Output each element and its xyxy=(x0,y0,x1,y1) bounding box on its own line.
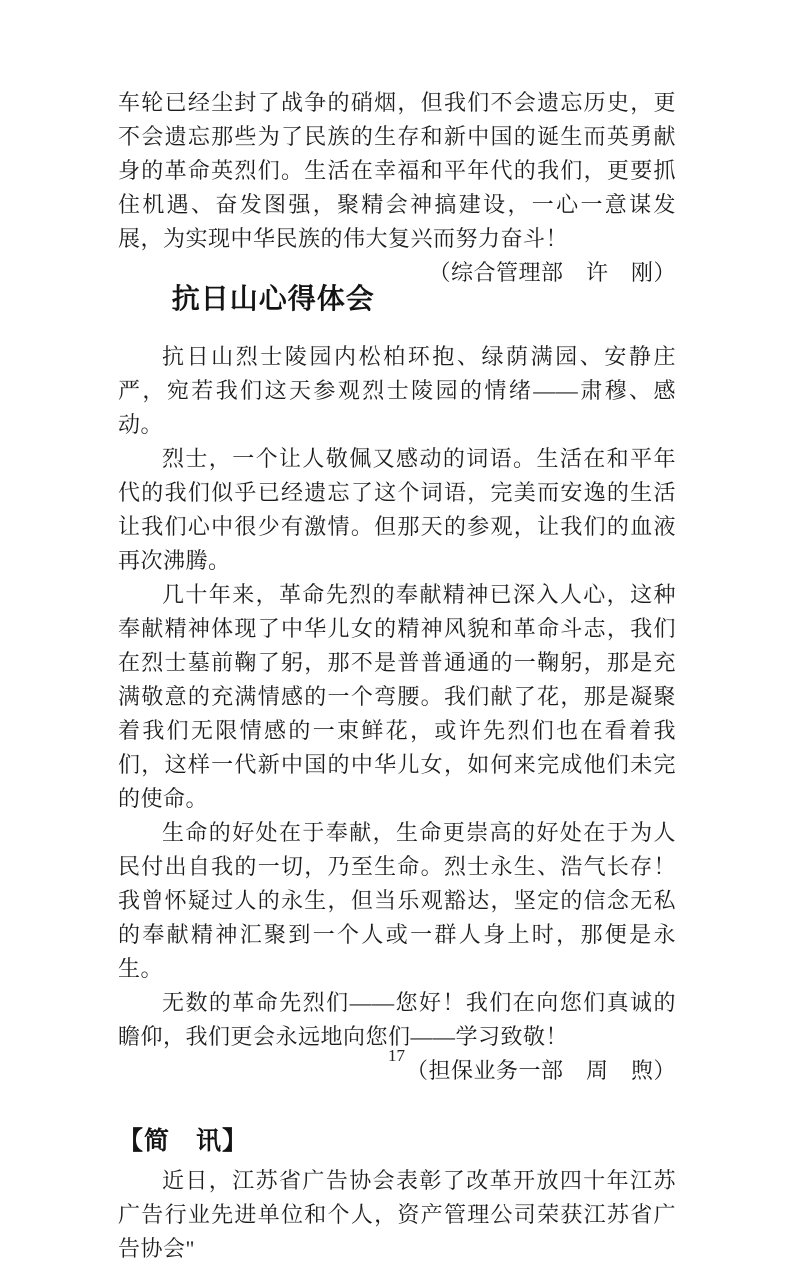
article-paragraph: 抗日山烈士陵园内松柏环抱、绿荫满园、安静庄严，宛若我们这天参观烈士陵园的情绪——肃穆、感动。 xyxy=(118,344,676,437)
continuation-text: 车轮已经尘封了战争的硝烟，但我们不会遗忘历史，更不会遗忘那些为了民族的生存和新中国的诞生而英勇献身的革命英烈们。生活在幸福和平年代的我们，更要抓住机遇、奋发图强，聚精会神搞建设，一心一意谋发展，为实现中华民族的伟大复兴而努力奋斗！ xyxy=(118,90,676,251)
article-paragraph: 生命的好处在于奉献，生命更崇高的好处在于为人民付出自我的一切，乃至生命。烈士永生、浩气长存！我曾怀疑过人的永生，但当乐观豁达，坚定的信念无私的奉献精神汇聚到一个人或一群人身上时，那便是永生。 xyxy=(118,820,676,981)
article-paragraph: 烈士，一个让人敬佩又感动的词语。生活在和平年代的我们似乎已经遗忘了这个词语，完美而安逸的生活让我们心中很少有激情。但那天的参观，让我们的血液再次沸腾。 xyxy=(118,446,676,573)
article-paragraph: 无数的革命先烈们——您好！我们在向您们真诚的瞻仰，我们更会永远地向您们——学习致敬！ xyxy=(118,990,676,1049)
page-number: 17 xyxy=(388,1046,405,1065)
article-author-byline: （担保业务一部 周 煦） xyxy=(405,1058,676,1083)
briefs-paragraph: 近日，江苏省广告协会表彰了改革开放四十年江苏广告行业先进单位和个人，资产管理公司荣获江苏省广告协会" xyxy=(118,1168,676,1261)
article-paragraph: 几十年来，革命先烈的奉献精神已深入人心，这种奉献精神体现了中华儿女的精神风貌和革命斗志，我们在烈士墓前鞠了躬，那不是普普通通的一鞠躬，那是充满敬意的充满情感的一个弯腰。我们献了花，那是凝聚着我们无限情感的一束鲜花，或许先烈们也在看着我们，这样一代新中国的中华儿女，如何来完成他们未完的使命。 xyxy=(118,582,676,811)
continuation-paragraph xyxy=(118,86,676,285)
article-title: 抗日山心得体会 xyxy=(171,283,375,314)
continuation-author-byline: （综合管理部 许 刚） xyxy=(428,260,676,285)
briefs-section-heading: 【简 讯】 xyxy=(118,1127,249,1155)
